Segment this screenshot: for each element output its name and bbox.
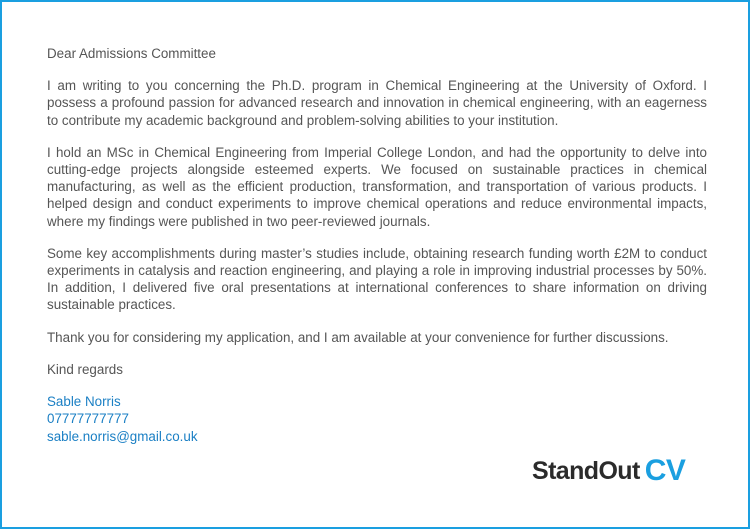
paragraph-education: I hold an MSc in Chemical Engineering from Imperial College London, and had the opportunity to delve into cutting-edge projects alongside esteemed experts. We focused on sustainable practices in chemical manufacturing, as well as the efficient production, transformation, and transportation of various products. I helped design and conduct experiments to improve chemical operations and reduce environmental impacts, where my findings were published in two peer-reviewed journals. [47,144,707,229]
signature-name: Sable Norris [47,394,121,410]
logo-accent: CV [644,454,686,487]
letter-body [47,45,707,445]
logo-word: StandOut [532,456,640,485]
paragraph-accomplishments: Some key accomplishments during master’s studies include, obtaining research funding worth £2M to conduct experiments in catalysis and reaction engineering, and playing a role in improving industrial processes by 50%. In addition, I delivered five oral presentations at international conferences to share information on driving sustainable practices. [47,245,707,313]
standout-cv-logo [532,454,685,488]
paragraph-intro: I am writing to you concerning the Ph.D. program in Chemical Engineering at the University of Oxford. I possess a profound passion for advanced research and innovation in chemical engineering, with an eagerness to contribute my academic background and problem-solving abilities to your institution. [47,78,707,128]
signature-email: sable.norris@gmail.co.uk [47,428,198,444]
paragraph-thanks: Thank you for considering my application, and I am available at your convenience for further discussions. [47,329,669,345]
signature-block [47,393,707,445]
closing: Kind regards [47,361,123,377]
salutation: Dear Admissions Committee [47,46,216,61]
signature-phone: 07777777777 [47,411,129,427]
